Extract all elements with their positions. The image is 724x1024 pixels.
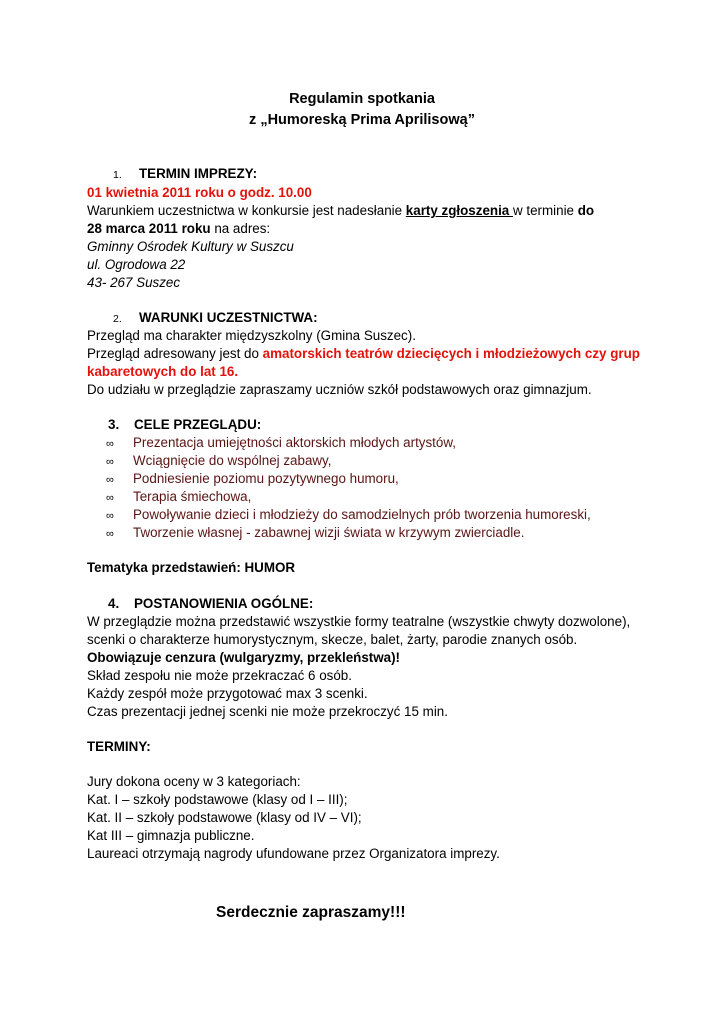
section2-heading: WARUNKI UCZESTNICTWA: xyxy=(139,310,318,325)
event-date: 01 kwietnia 2011 roku o godz. 10.00 xyxy=(87,185,312,200)
section2-number: 2. xyxy=(113,313,122,325)
goal-item: ∞ Wciągnięcie do wspólnej zabawy, xyxy=(106,452,331,471)
section4-header xyxy=(108,595,313,613)
participation-condition: Warunkiem uczestnictwa w konkursie jest nadesłanie karty zgłoszenia w terminie do xyxy=(87,203,595,218)
goal-item: ∞ Terapia śmiechowa, xyxy=(106,488,251,507)
terms-line2: Kat. I – szkoły podstawowe (klasy od I – III); xyxy=(87,792,348,807)
section3-header xyxy=(108,416,261,434)
section1-header xyxy=(113,165,257,184)
section1-number: 1. xyxy=(113,169,122,181)
section3-number: 3. xyxy=(108,417,120,432)
goal-item: ∞ Prezentacja umiejętności aktorskich młodych artystów, xyxy=(106,434,456,453)
infinity-bullet-icon: ∞ xyxy=(106,510,114,522)
terms-heading: TERMINY: xyxy=(87,739,151,754)
section2-line1: Przegląd ma charakter międzyszkolny (Gmina Suszec). xyxy=(87,328,416,343)
section4-number: 4. xyxy=(108,596,120,611)
terms-line3: Kat. II – szkoły podstawowe (klasy od IV – VI); xyxy=(87,810,362,825)
infinity-bullet-icon: ∞ xyxy=(106,474,114,486)
section2-line2: Przegląd adresowany jest do amatorskich teatrów dziecięcych i młodzieżowych czy grup xyxy=(87,346,640,361)
deadline-date: 28 marca 2011 roku xyxy=(87,221,211,236)
terms-line1: Jury dokona oceny w 3 kategoriach: xyxy=(87,774,301,789)
deadline-line: 28 marca 2011 roku na adres: xyxy=(87,221,271,236)
goal-item: ∞ Podniesienie poziomu pozytywnego humoru, xyxy=(106,470,399,489)
infinity-bullet-icon: ∞ xyxy=(106,438,114,450)
section4-line4: Skład zespołu nie może przekraczać 6 osób. xyxy=(87,668,352,683)
terms-line5: Laureaci otrzymają nagrody ufundowane przez Organizatora imprezy. xyxy=(87,846,500,861)
section2-line3: kabaretowych do lat 16. xyxy=(87,364,239,379)
section3-heading: CELE PRZEGLĄDU: xyxy=(134,417,262,432)
infinity-bullet-icon: ∞ xyxy=(106,528,114,540)
address-line1: Gminny Ośrodek Kultury w Suszcu xyxy=(87,239,294,254)
section2-header xyxy=(113,309,318,328)
document-title-line2: z „Humoreską Prima Aprilisową” xyxy=(249,112,475,128)
closing-invitation: Serdecznie zapraszamy!!! xyxy=(216,904,406,921)
infinity-bullet-icon: ∞ xyxy=(106,456,114,468)
section4-line2: scenki o charakterze humorystycznym, skecze, balet, żarty, parodie znanych osób. xyxy=(87,632,578,647)
section4-heading: POSTANOWIENIA OGÓLNE: xyxy=(134,596,314,611)
censorship-notice: Obowiązuje cenzura (wulgaryzmy, przekleństwa)! xyxy=(87,650,401,665)
address-line2: ul. Ogrodowa 22 xyxy=(87,257,186,272)
goal-item: ∞ Powoływanie dzieci i młodzieży do samodzielnych prób tworzenia humoreski, xyxy=(106,506,591,525)
terms-line4: Kat III – gimnazja publiczne. xyxy=(87,828,255,843)
section4-line6: Czas prezentacji jednej scenki nie może przekroczyć 15 min. xyxy=(87,704,448,719)
theme-line: Tematyka przedstawień: HUMOR xyxy=(87,560,296,575)
section2-line4: Do udziału w przeglądzie zapraszamy uczniów szkół podstawowych oraz gimnazjum. xyxy=(87,382,592,397)
section4-line1: W przeglądzie można przedstawić wszystkie formy teatralne (wszystkie chwyty dozwolone), xyxy=(87,614,631,629)
goal-item: ∞ Tworzenie własnej - zabawnej wizji świata w krzywym zwierciadle. xyxy=(106,524,524,543)
document-title-line1: Regulamin spotkania xyxy=(289,91,435,107)
target-groups-highlight: amatorskich teatrów dziecięcych i młodzieżowych czy grup xyxy=(262,346,640,361)
infinity-bullet-icon: ∞ xyxy=(106,492,114,504)
section4-line5: Każdy zespół może przygotować max 3 scenki. xyxy=(87,686,368,701)
address-line3: 43- 267 Suszec xyxy=(87,275,181,290)
application-form-link: karty zgłoszenia xyxy=(405,203,513,218)
section1-heading: TERMIN IMPREZY: xyxy=(139,166,258,181)
